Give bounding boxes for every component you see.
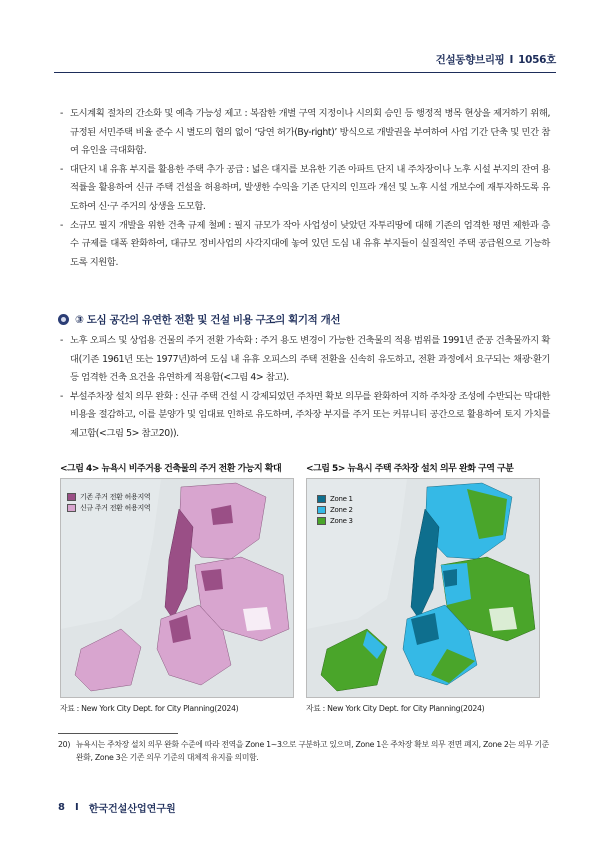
body-block-1 (58, 105, 550, 272)
page-number: 8 (58, 802, 65, 813)
header-rule (54, 72, 556, 73)
organization-name: 한국건설산업연구원 (88, 804, 176, 815)
legend-entry (317, 515, 353, 526)
dash-bullet: - (60, 335, 63, 346)
figure-5-caption: <그림 5> 뉴욕시 주택 주차장 설치 의무 완화 구역 구분 (306, 464, 514, 474)
list-item-text: 노후 오피스 및 상업용 건물의 주거 전환 가속화 : 주거 용도 변경이 가능한 건축물의 적용 범위를 1991년 준공 건축물까지 확대(기존 1961년 또는 1977년)하여 도심 내 유휴 오피스의 주택 전환을 신속히 유도하고, 전환 과정에서 요구되는 채광·환기 등 엄격한 건축 요건을 유연하게 적용함(<그림 4> 참고). (70, 335, 550, 384)
legend-swatch (67, 504, 76, 512)
section-heading-text: ③ 도심 공간의 유연한 전환 및 건설 비용 구조의 획기적 개선 (75, 314, 341, 326)
legend-label: Zone 3 (330, 516, 353, 525)
footnote-number: 20) (58, 740, 71, 749)
footer-separator: I (74, 802, 79, 813)
legend-swatch (317, 495, 326, 503)
figure-4-map (60, 478, 294, 698)
figure-4-legend (67, 491, 150, 513)
section-heading (58, 312, 340, 327)
list-item-text: 대단지 내 유휴 부지를 활용한 주택 추가 공급 : 넓은 대지를 보유한 기존 아파트 단지 내 주차장이나 노후 시설 부지의 잔여 용적률을 활용하여 신규 주택 건설을 허용하며, 발생한 수익을 기존 단지의 인프라 개선 및 노후 시설 개보수에 재투자하도록 유도하여 신·구 주거의 상생을 도모함. (70, 163, 550, 212)
list-item-text: 도시계획 절차의 간소화 및 예측 가능성 제고 : 복잡한 개별 구역 지정이나 시의회 승인 등 행정적 병목 현상을 제거하기 위해, 규정된 서민주택 비율 준수 시 별도의 협의 없이 ‘당연 허가(By-right)’ 방식으로 개발권을 부여하여 사업 기간 단축 및 민간 참여 유인을 극대화함. (70, 108, 550, 157)
footnote-rule (58, 733, 178, 734)
footnote-text: 뉴욕시는 주차장 설치 의무 완화 수준에 따라 전역을 Zone 1~3으로 구분하고 있으며, Zone 1은 주차장 확보 의무 전면 폐지, Zone 2는 의무 기준 완화, Zone 3은 기존 의무 기준의 대체적 유지를 의미함. (76, 740, 549, 762)
legend-swatch (317, 517, 326, 525)
list-item (58, 217, 550, 273)
figure-4-caption: <그림 4> 뉴욕시 비주거용 건축물의 주거 전환 가능지 확대 (60, 464, 282, 474)
dash-bullet: - (60, 219, 63, 231)
legend-label: 기존 주거 전환 허용지역 (80, 492, 151, 501)
legend-swatch (317, 506, 326, 514)
body-block-2 (58, 332, 550, 444)
figure-5-legend (317, 493, 353, 526)
legend-entry (317, 504, 353, 515)
legend-label: Zone 1 (330, 494, 353, 503)
header-separator: I (509, 54, 514, 66)
legend-swatch (67, 493, 76, 501)
list-item-text: 부설주차장 설치 의무 완화 : 신규 주택 건설 시 강제되었던 주차면 확보 의무를 완화하여 지하 주차장 조성에 수반되는 막대한 비용을 절감하고, 이를 분양가 및 임대료 인하로 유도하며, 주차장 부지를 주거 또는 커뮤니티 공간으로 활용하여 토지 가치를 제고함(<그림 5> 참고20)). (70, 390, 550, 439)
figure-4-source: 자료 : New York City Dept. for City Planning(2024) (60, 704, 239, 713)
page-footer (58, 800, 176, 815)
legend-entry (317, 493, 353, 504)
page-header (0, 0, 600, 76)
list-item (58, 388, 550, 444)
dash-bullet: - (60, 163, 63, 175)
dash-bullet: - (60, 108, 63, 119)
list-item-text: 소규모 필지 개발을 위한 건축 규제 철폐 : 필지 규모가 작아 사업성이 낮았던 자투리땅에 대해 기존의 엄격한 평면 제한과 층수 규제를 대폭 완화하여, 대규모 정비사업의 사각지대에 놓여 있던 도심 내 유휴 부지들이 실질적인 주택 공급원으로 기능하도록 지원함. (70, 219, 550, 268)
legend-entry (67, 491, 150, 502)
legend-label: 신규 주거 전환 허용지역 (80, 503, 151, 512)
circle-bullet-icon (58, 314, 69, 325)
figure-5-source: 자료 : New York City Dept. for City Planning(2024) (306, 704, 485, 713)
list-item (58, 105, 550, 161)
issue-number: 1056호 (518, 54, 556, 66)
publication-title (436, 52, 556, 67)
legend-entry (67, 502, 150, 513)
publication-name: 건설동향브리핑 (435, 54, 505, 66)
list-item (58, 161, 550, 217)
figure-5-map (306, 478, 540, 698)
footnote (58, 738, 550, 764)
list-item (58, 332, 550, 388)
legend-label: Zone 2 (330, 505, 353, 514)
dash-bullet: - (60, 390, 63, 402)
